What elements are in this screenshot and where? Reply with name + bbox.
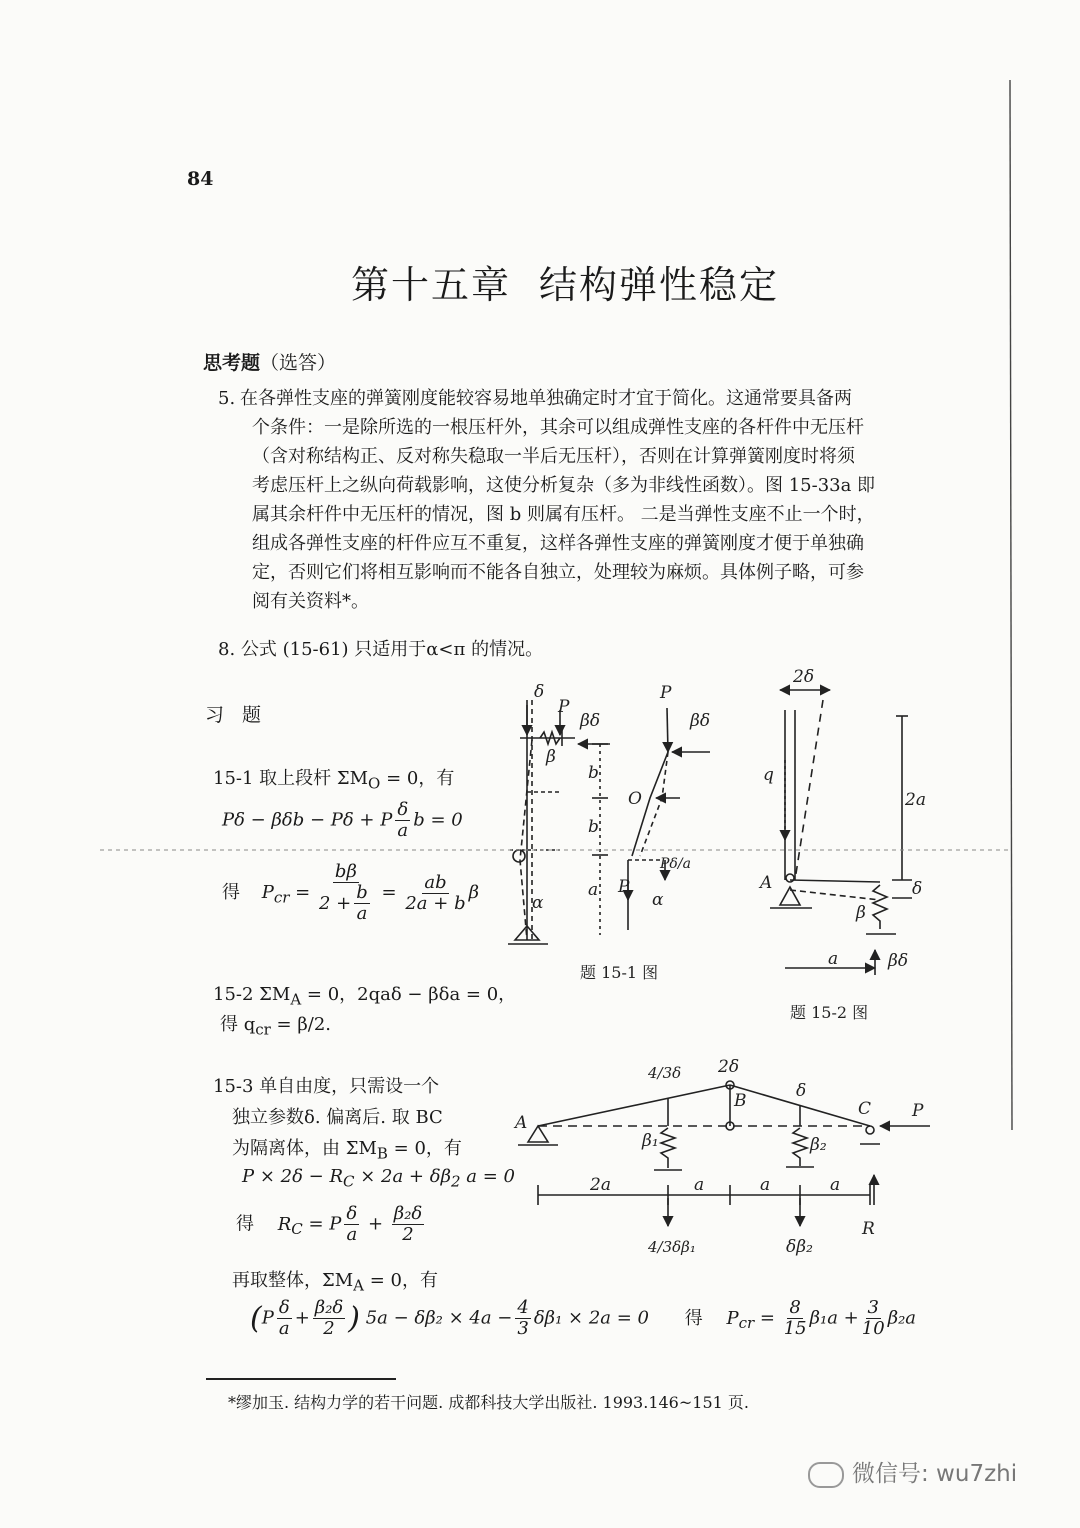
p15-3-line4: $P \times 2\delta - R_C \times 2a + \delta\beta_2$ a = 0 <box>242 1166 515 1191</box>
p15-3-line5: 得 $R_C = P$ $\frac{\delta}{a}$ + $\frac{\text{β₂δ}}{2}$ <box>236 1203 423 1245</box>
lbl-a4: a <box>760 1175 771 1195</box>
lbl-q: q <box>763 765 774 785</box>
lbl-two-a: 2a <box>905 790 926 810</box>
p15-1-equation: Pδ − βδb − Pδ + P $\frac{\delta}{a}$ b = 0 <box>222 799 463 841</box>
lbl-beta1: β₁ <box>642 1131 659 1151</box>
lbl-beta-delta3: βδ <box>888 951 909 971</box>
watermark-text: 微信号: wu7zhi <box>852 1461 1018 1487</box>
exercises-heading: 习 题 <box>205 704 268 726</box>
fig15-1-right-structure <box>628 708 710 930</box>
lbl-O: O <box>628 789 642 809</box>
chapter-name: 结构弹性稳定 <box>539 263 780 307</box>
lbl-C: C <box>858 1099 872 1119</box>
lbl-four-thirds-delta: 4/3δ <box>648 1064 682 1082</box>
thinking-subheading: （选答） <box>260 352 337 374</box>
fig15-1-caption: 题 15-1 图 <box>580 963 659 982</box>
page-number: 84 <box>187 168 214 190</box>
lbl-B: B <box>734 1091 747 1111</box>
watermark <box>808 1455 1017 1488</box>
lbl-db2: δβ₂ <box>786 1237 813 1257</box>
footnote: *缪加玉. 结构力学的若干问题. 成都科技大学出版社. 1993.146~151 页. <box>228 1393 749 1412</box>
p15-3-line6: 再取整体，$\Sigma M_A = 0$，有 <box>232 1270 438 1295</box>
lbl-two-delta: 2δ <box>793 667 815 687</box>
item-5-number: 5. <box>218 388 236 409</box>
lbl-delta2: δ <box>912 879 923 899</box>
lbl-a3: a <box>694 1175 705 1195</box>
lbl-four-thirds-db1: 4/3δβ₁ <box>648 1238 696 1256</box>
fig15-2-caption: 题 15-2 图 <box>790 1003 869 1022</box>
p15-3-line2: 独立参数δ. 偏离后. 取 BC <box>232 1107 443 1128</box>
lbl-P: P <box>558 697 570 717</box>
item-5-line: 定，否则它们将相互影响而不能各自独立，处理较为麻烦。具体例子略，可参 <box>252 562 864 583</box>
lbl-A2: A <box>515 1113 528 1133</box>
lbl-beta-delta2: βδ <box>690 711 711 731</box>
lbl-Rc: R <box>862 1219 875 1239</box>
item-5-line: 个条件：一是除所选的一根压杆外，其余可以组成弹性支座的各杆件中无压杆 <box>252 417 864 438</box>
item-5-line: （含对称结构正、反对称失稳取一半后无压杆），否则在计算弹簧刚度时将须 <box>252 446 855 467</box>
lbl-P-delta-over-a: Pδ/a <box>660 856 691 872</box>
lbl-delta3: δ <box>796 1081 807 1101</box>
item-8: 8. 公式 (15-61) 只适用于α<π 的情况。 <box>218 639 544 660</box>
p15-2-line2: 得 $q_{cr} = \beta/2$. <box>220 1014 331 1039</box>
lbl-a2: a <box>828 949 839 969</box>
lbl-beta-delta: βδ <box>580 711 601 731</box>
item-5-line: 阅有关资料*。 <box>252 591 369 612</box>
p15-3-final-equation: (P $\frac{\delta}{a}$ + $\frac{\text{β₂δ}}{2}$ ) 5a − δβ₂ × 4a − $\frac{4}{3}$ δβ₁ × 2a = 0 得 $P_{cr}$ = $\frac{8}{15}$ β₁a + $\frac{3}{10}$ β₂a <box>250 1297 917 1339</box>
p15-3-line3: 为隔离体，由 $\Sigma M_B = 0$，有 <box>232 1138 462 1163</box>
lbl-b: b <box>588 763 599 783</box>
p15-2-line1: 15-2 $\Sigma M_A = 0$，2qaδ − βδa = 0， <box>213 984 517 1009</box>
footnote-rule <box>206 1378 396 1380</box>
p15-1-result: 得 $P_{cr}$ = bβ 2 + $\frac{b}{a}$ = $\frac{ab}{2a + b}$ β <box>222 861 479 924</box>
wechat-icon <box>808 1462 844 1488</box>
lbl-a5: a <box>830 1175 841 1195</box>
lbl-b2: b <box>588 817 599 837</box>
lbl-beta: β <box>546 747 556 767</box>
lbl-P3: P <box>618 877 630 897</box>
p15-1-line1: 15-1 取上段杆 $\Sigma M_O = 0$，有 <box>213 768 455 793</box>
item-5-line: 在各弹性支座的弹簧刚度能较容易地单独确定时才宜于简化。这通常要具备两 <box>240 388 852 409</box>
lbl-P2: P <box>660 683 672 703</box>
lbl-beta2: β₂ <box>810 1135 827 1155</box>
lbl-beta2-spring: β <box>856 903 866 923</box>
lbl-2a: 2a <box>590 1175 611 1195</box>
lbl-A: A <box>760 873 773 893</box>
lbl-a: a <box>588 880 599 900</box>
lbl-alpha: α <box>532 893 544 913</box>
lbl-alpha2: α <box>652 890 664 910</box>
item-5-line: 属其余杆件中无压杆的情况，图 b 则属有压杆。 二是当弹性支座不止一个时， <box>252 504 875 525</box>
lbl-delta: δ <box>534 682 545 702</box>
item-5-line: 组成各弹性支座的杆件应互不重复，这样各弹性支座的弹簧刚度才便于单独确 <box>252 533 864 554</box>
thinking-heading-text: 思考题 <box>203 352 261 374</box>
lbl-P4: P <box>912 1101 924 1121</box>
chapter-label: 第十五章 <box>350 263 511 307</box>
p15-3-line1: 15-3 单自由度，只需设一个 <box>213 1076 440 1097</box>
fig15-2-structure <box>770 690 912 975</box>
lbl-two-delta2: 2δ <box>718 1057 740 1077</box>
item-5-line: 考虑压杆上之纵向荷载影响，这使分析复杂（多为非线性函数）。图 15-33a 即 <box>252 475 876 496</box>
